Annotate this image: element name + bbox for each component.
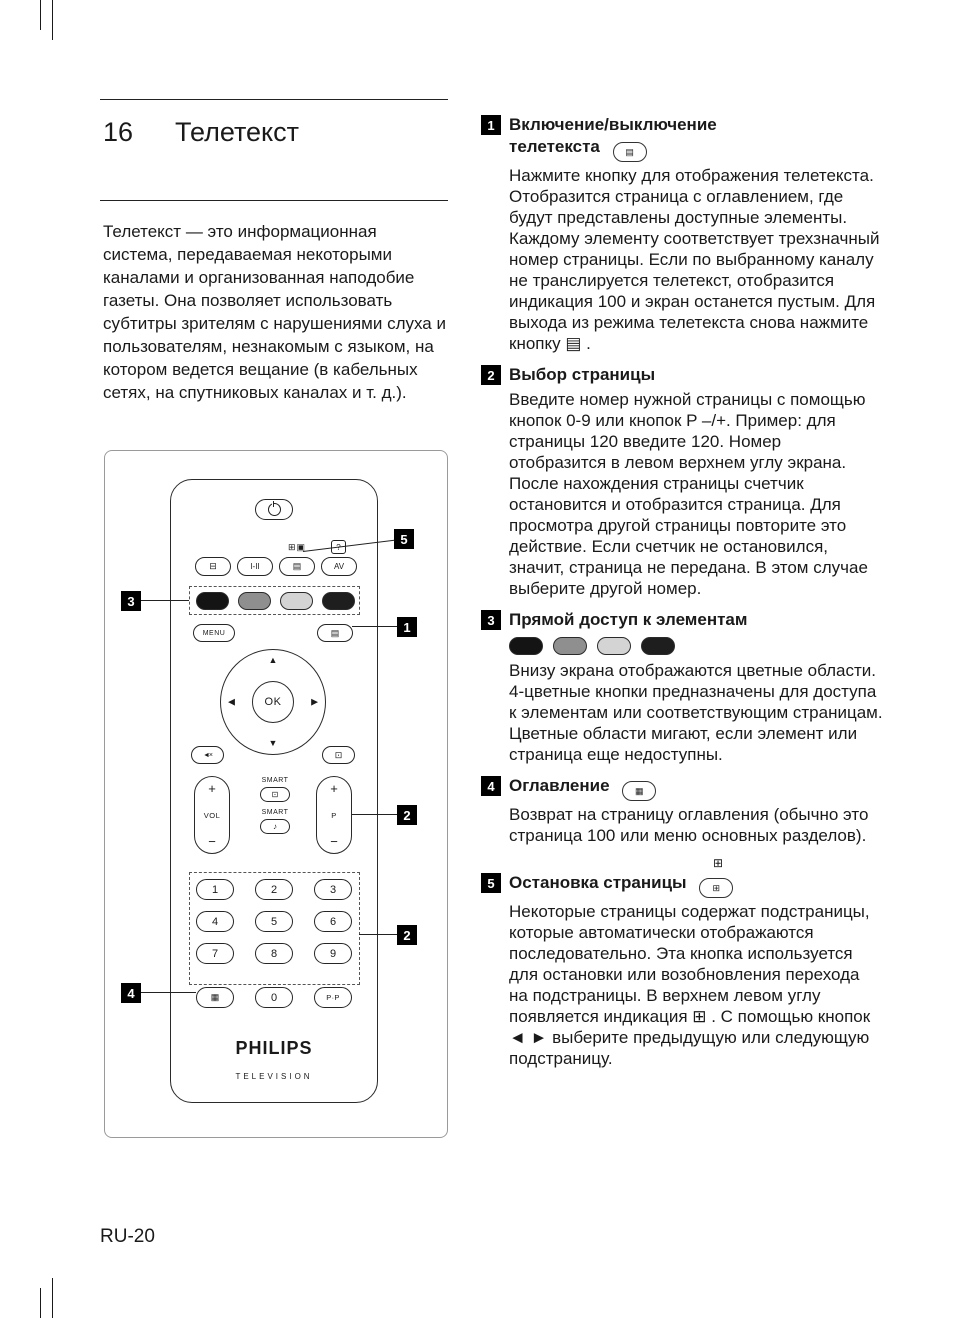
callout-1-badge: 1 [397,617,417,637]
dual-sound-button: I-II [237,557,273,576]
brand-logo: PHILIPS [235,1038,313,1058]
digit-5-button: 5 [255,911,293,932]
color-keys-row [481,631,883,657]
index-button [196,987,234,1008]
arrow-up-icon: ▲ [268,655,278,665]
chapter-title: Телетекст [175,117,300,147]
remote-control [170,479,378,1103]
hold-button-icon: ⊞ [699,878,733,898]
picture-format-button [195,557,231,576]
red-key [196,592,229,610]
arrow-down-icon: ▼ [268,738,278,748]
teletext-icon: ▤ [292,561,302,571]
digit-9-button: 9 [314,943,352,964]
callout-1-line [352,626,397,627]
section-page-selection [481,364,883,599]
smart-sound-label: SMART [261,809,289,816]
section-title [509,609,747,631]
callout-3-badge: 3 [121,591,141,611]
section-title [509,872,733,898]
crop-mark [52,0,53,40]
callout-4-badge: 4 [121,983,141,1003]
hold-subpage-icons: ⊞▣ [287,542,307,552]
green-key-icon [553,637,587,655]
plus-sign: + [330,781,338,796]
section-body: Возврат на страницу оглавления (обычно это страница 100 или меню основных разделов). [509,805,869,845]
crop-mark [40,0,41,30]
digit-7-button: 7 [196,943,234,964]
callout-2-line [359,934,397,935]
callout-5-badge: 5 [394,529,414,549]
digit-0-button: 0 [255,987,293,1008]
section-title-text: Оглавление [509,776,610,795]
callout-2-badge: 2 [397,805,417,825]
intro-paragraph: Телетекст — это информационная система, передаваемая некоторыми каналами и организованная наподобие газеты. Она позволяет использовать субтитры зрителям с нарушениями слуха и пользователям, незнакомым с языком, на котором ведется вещание (в кабельных сетях, на спутниковых каналах и т. д.). [103,222,446,402]
right-column [481,114,883,1079]
power-button [255,499,293,520]
section-teletext-onoff [481,114,883,354]
power-icon [268,503,281,516]
section-heading [481,609,883,631]
section-body: Некоторые страницы содержат подстраницы, которые автоматически отображаются последовательно. Эта кнопка используется для остановки или возобновления перехода на подстраницы. В верхнем левом углу появляется индикация ⊞ . С помощью кнопок ◄ ► выберите предыдущую или следующую подстраницу. [509,902,871,1068]
arrow-right-icon: ▶ [311,696,318,707]
smart-sound-button [260,819,290,834]
question-icon: ? [331,540,346,554]
section-number-badge: 3 [481,610,501,630]
blue-key [322,592,355,610]
program-rocker [316,776,352,854]
menu-button: MENU [193,624,235,642]
index-button-icon: ▦ [622,781,656,801]
mute-button [191,746,224,764]
heading-rule-top [100,99,448,100]
section-heading [481,775,883,801]
section-title-text: Остановка страницы [509,873,687,892]
screen-mode-icon: ⊡ [334,749,343,760]
volume-rocker [194,776,230,854]
smart-picture-icon: ⊡ [271,790,279,799]
smart-picture-label: SMART [261,777,289,784]
brand-subtitle: TELEVISION [235,1072,313,1081]
smart-sound-icon: ♪ [273,822,277,831]
index-icon: ▦ [210,992,220,1002]
screen-mode-button [322,746,355,764]
section-number-badge: 4 [481,776,501,796]
minus-sign: − [330,834,338,849]
volume-label: VOL [203,810,221,820]
picture-format-icon: ⊟ [209,561,217,571]
chapter-number: 16 [103,117,134,147]
section-body: Внизу экрана отображаются цветные области. 4-цветные кнопки предназначены для доступа к элементам или соответствующим страницам. Цветные области мигают, если элемент или страница еще недоступны. [509,661,883,764]
section-index [481,775,883,846]
callout-4-line [141,992,196,993]
teletext-hold-button [279,557,315,576]
arrow-left-icon: ◀ [228,696,235,707]
section-body: Нажмите кнопку для отображения телетекста. Отобразится страница с оглавлением, где будут представлены доступные элементы. Каждому элементу соответствует трехзначный номер страницы. Если по выбранному каналу не транслируется телетекст, отобразится индикация 100 и экран останется пустым. Для выхода из режима телетекста снова нажмите кнопку ▤ . [509,166,880,353]
digit-1-button: 1 [196,879,234,900]
section-heading [481,114,883,162]
teletext-icon: ▤ [330,627,340,638]
section-title-text: Прямой доступ к элементам [509,610,748,629]
minus-sign: − [208,834,216,849]
page-number: RU-20 [100,1226,155,1247]
digit-3-button: 3 [314,879,352,900]
section-title [509,364,655,386]
blue-key-icon [641,637,675,655]
digit-2-button: 2 [255,879,293,900]
plus-sign: + [208,781,216,796]
digit-4-button: 4 [196,911,234,932]
program-label: P [331,810,337,820]
mute-icon: ◄× [202,751,213,759]
section-heading [481,872,883,898]
section-title [509,114,761,162]
section-direct-access [481,609,883,765]
crop-mark [52,1278,53,1318]
ok-button: OK [252,681,294,723]
teletext-onoff-button [317,624,353,642]
crop-mark [40,1288,41,1318]
section-number-badge: 1 [481,115,501,135]
section-number-badge: 2 [481,365,501,385]
green-key [238,592,271,610]
navigation-pad [220,649,326,755]
yellow-key-icon [597,637,631,655]
section-body: Введите номер нужной страницы с помощью кнопок 0-9 или кнопок P –/+. Пример: для страницы 120 введите 120. Номер отобразится в левом верхнем углу экрана. После нахождения страницы счетчик остановится и отобразится страница. Для просмотра другой страницы повторите это действие. Если счетчик не остановился, значит, страница не передана. В этом случае выберите другой номер. [509,390,868,598]
section-heading [481,364,883,386]
smart-picture-button [260,787,290,802]
yellow-key [280,592,313,610]
chapter-heading [103,117,299,148]
digit-8-button: 8 [255,943,293,964]
teletext-button-icon: ▤ [613,142,647,162]
heading-rule-bottom [100,200,448,201]
section-number-badge: 5 [481,873,501,893]
section-page-hold [481,856,883,1069]
callout-3-line [141,600,189,601]
section-title [509,775,656,801]
callout-2-line [352,814,397,815]
red-key-icon [509,637,543,655]
callout-2-badge: 2 [397,925,417,945]
subpage-indicator-icon: ⊞ [713,856,724,870]
digit-6-button: 6 [314,911,352,932]
previous-program-button: P·P [314,987,352,1008]
section-title-text: Включение/выключение телетекста [509,115,717,156]
section-title-text: Выбор страницы [509,365,656,384]
av-button: AV [321,557,357,576]
